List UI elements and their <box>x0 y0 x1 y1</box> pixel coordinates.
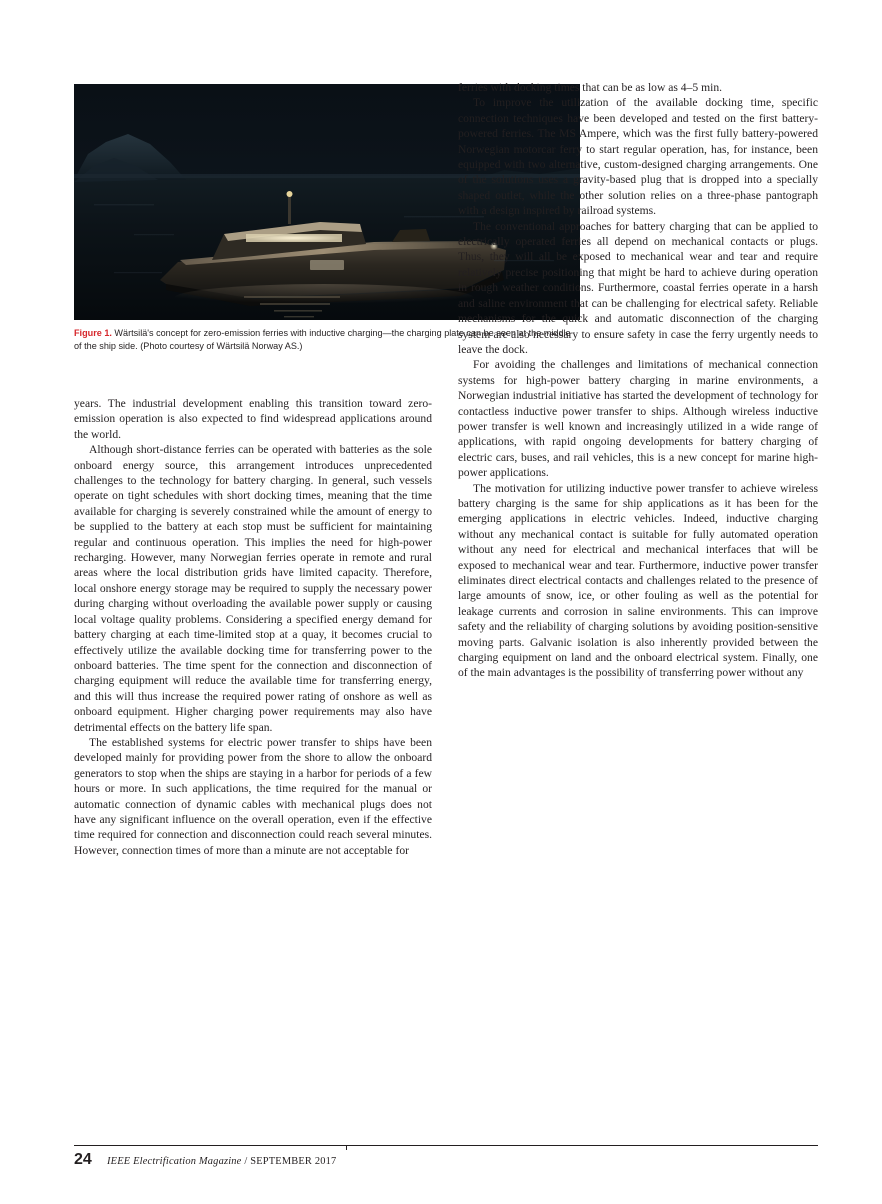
paragraph: The conventional approaches for battery charging that can be applied to electrically operated ferries all depend on mechanical contacts or plugs. Thus, they will all be exposed to mechanical wear and tear and require relatively precise positioning that might be hard to achieve during operation in rough weather conditions. Furthermore, coastal ferries operate in a harsh and saline environment that can be challenging for electrical safety. Reliable mechanisms for the quick and automatic disconnection of the charging system are also necessary to ensure safety in case the ferry urgently needs to leave the dock. <box>458 219 818 356</box>
paragraph: years. The industrial development enabling this transition toward zero-emission operation is also expected to find widespread applications around the world. <box>74 397 432 441</box>
paragraph: For avoiding the challenges and limitations of mechanical connection systems for high-power battery charging in marine environments, a Norwegian industrial initiative has started the development of technology for contactless inductive power transfer to ships. Although wireless inductive power transfer is well known and increasingly utilized in a wide range of applications, with rapid ongoing developments for battery charging of electric cars, buses, and rail vehicles, this is a new concept for marine high-power applications. <box>458 358 818 480</box>
paragraph: The established systems for electric power transfer to ships have been developed mainly for providing power from the shore to allow the onboard generators to stop when the ships are staying in a harbor for periods of a few hours or more. In such applications, the time required for the manual or automatic connection of dynamic cables with mechanical plugs does not have any significant influence on the overall operation, even if the effective time required for connection and disconnection could reach several minutes. However, connection times of more than a minute are not acceptable for <box>74 735 432 857</box>
footer-citation <box>107 1156 336 1167</box>
footer-separator: / <box>244 1156 248 1167</box>
footer-issue-date: SEPTEMBER 2017 <box>250 1156 337 1167</box>
paragraph: ferries with docking times that can be as low as 4–5 min. <box>458 81 723 94</box>
footer-divider <box>74 1145 818 1146</box>
paragraph: The motivation for utilizing inductive power transfer to achieve wireless battery charging is the same for ship applications as it has been for the emerging applications in electric vehicles. Indeed, inductive charging without any mechanical contact is suitable for fully automated operation without any need for electrical and mechanical interfaces that will be exposed to mechanical wear and tear. Furthermore, inductive power transfer eliminates direct electrical contacts and challenges related to the presence of large amounts of snow, ice, or other fouling as well as the potential for leakage currents and corrosion in saline environments. This can improve safety and the reliability of charging solutions by avoiding position-sensitive moving parts. Galvanic isolation is also inherently provided between the charging equipment on land and the onboard electrical system. Finally, one of the main advantages is the possibility of transferring power without any <box>458 481 818 680</box>
body-column-left <box>74 396 432 858</box>
footer-tick-mark <box>346 1145 347 1150</box>
paragraph: To improve the utilization of the available docking time, specific connection techniques have been developed and tested on the first battery-powered ferries. The MS Ampere, which was the first fully battery-powered Norwegian motorcar ferry to start regular operation, has, for instance, been equipped with two alternative, custom-designed charging arrangements. One of the solutions uses a gravity-based plug that is dropped into a specially shaped outlet, while the other solution relies on a three-phase pantograph with a design inspired by railroad systems. <box>458 96 818 218</box>
body-column-right <box>458 80 818 681</box>
page-number: 24 <box>74 1151 92 1168</box>
footer-journal-title: IEEE Electrification Magazine <box>107 1156 242 1167</box>
figure-label: Figure 1. <box>74 328 112 338</box>
paragraph: Although short-distance ferries can be operated with batteries as the sole onboard energy source, this arrangement introduces unprecedented challenges to the technology for battery charging. In general, such vessels operate on tight schedules with short docking times, meaning that the time available for charging is severely constrained while the amount of energy to be supplied to the battery at each stop must be sufficient for maintaining regular and continuous operation. This implies the need for high-power recharging. However, many Norwegian ferries operate in remote and rural areas where the local distribution grids have limited capacity. Therefore, local onshore energy storage may be required to supply the necessary power during charging without overloading the available power supply or causing local voltage quality problems. Considering a specified energy demand for battery charging at each time-limited stop at a quay, it becomes crucial to effectively utilize the available docking time for transferring power to the onboard batteries. The time spent for the connection and disconnection of charging equipment will reduce the available time for transferring energy, and this will thus increase the required power rating of onshore as well as onboard equipment. Higher charging power requirements may also have detrimental effects on the battery life span. <box>74 443 432 734</box>
page-footer <box>74 1145 818 1171</box>
figure-caption-text: Wärtsilä's concept for zero-emission ferries with inductive charging—the charging plate can be seen at the middle of the ship side. (Photo courtesy of Wärtsilä Norway AS.) <box>74 328 571 352</box>
